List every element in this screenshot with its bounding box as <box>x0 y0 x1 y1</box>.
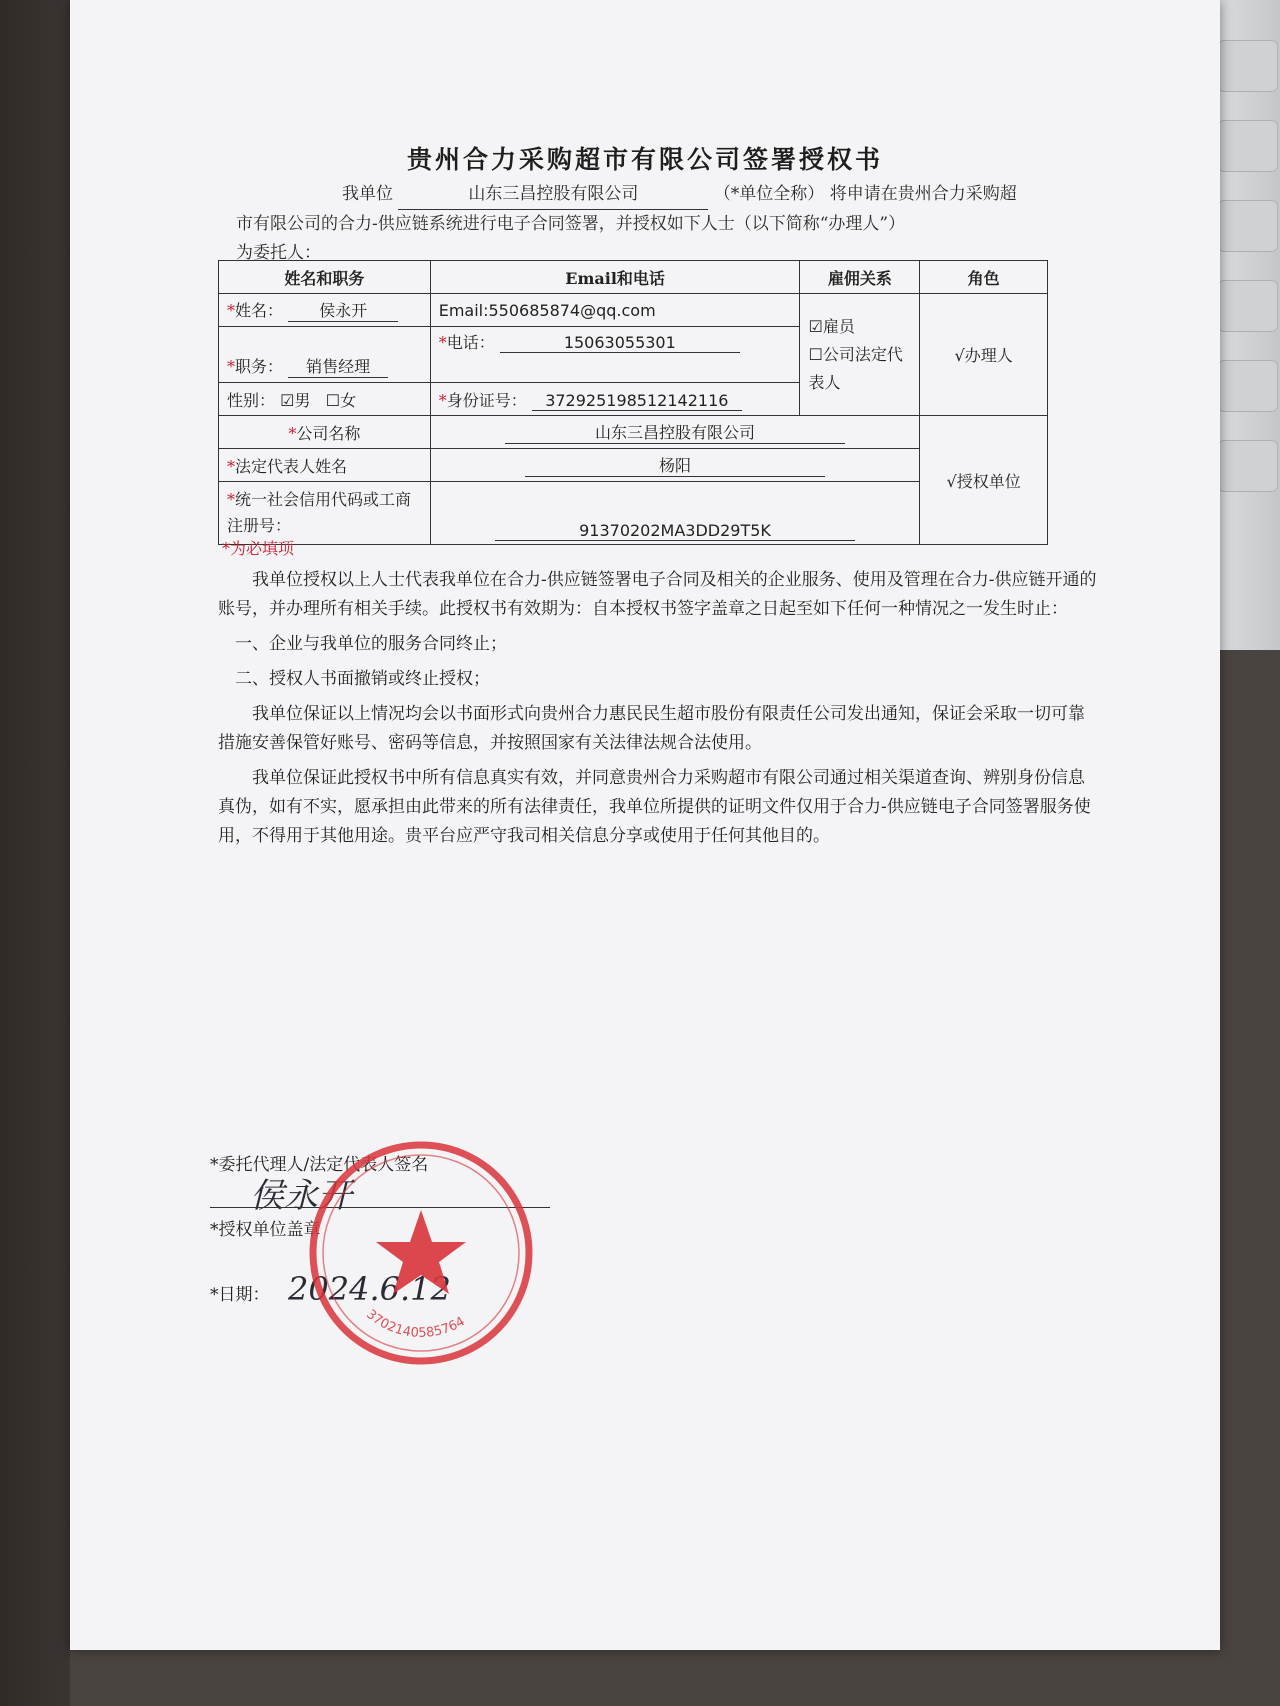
employee-checkbox: ☑ <box>808 316 823 336</box>
position-cell: *职务： 销售经理 <box>219 327 431 383</box>
legal-rep-label: 法定代表人姓名 <box>235 456 348 476</box>
legal-rep-label-cell: *法定代表人姓名 <box>219 449 431 482</box>
paragraph-condition-1: 一、企业与我单位的服务合同终止； <box>235 634 507 654</box>
desk-background <box>0 0 70 1706</box>
header-employment: 雇佣关系 <box>800 261 920 294</box>
signer-label: *委托代理人/法定代表人签名 <box>210 1155 429 1175</box>
role-unit-cell: √授权单位 <box>920 416 1048 545</box>
email-value: 550685874@qq.com <box>488 300 656 320</box>
company-value-cell <box>430 416 920 449</box>
unit-note: （*单位全称） <box>713 184 825 204</box>
role-agent-cell: √办理人 <box>920 294 1048 416</box>
credit-code-label: 统一社会信用代码或工商注册号： <box>227 490 412 535</box>
female-checkbox: ☐ <box>325 390 341 410</box>
company-label: 公司名称 <box>296 423 361 443</box>
phone-value: 15063055301 <box>500 333 740 353</box>
intro-line2: 市有限公司的合力-供应链系统进行电子合同签署，并授权如下人士（以下简称“办理人”） <box>236 214 906 234</box>
male-option: 男 <box>294 390 311 410</box>
company-seal-stamp <box>306 1138 536 1368</box>
name-value: 侯永开 <box>288 298 398 322</box>
company-label-cell: *公司名称 <box>219 416 431 449</box>
name-cell: *姓名： 侯永开 <box>219 294 431 327</box>
phone-label: 电话： <box>446 333 495 352</box>
legal-rep-checkbox: ☐ <box>808 344 823 364</box>
intro-prefix: 我单位 <box>342 184 393 204</box>
paragraph-condition-2: 二、授权人书面撤销或终止授权； <box>235 669 490 689</box>
authorization-table <box>218 260 1048 545</box>
employee-option: 雇员 <box>822 316 855 336</box>
body-paragraphs <box>218 566 1098 857</box>
unit-name-field: 山东三昌控股有限公司 <box>398 180 708 210</box>
female-option: 女 <box>340 390 357 410</box>
signer-handwriting: 侯永开 <box>250 1176 352 1216</box>
paragraph-authorization: 我单位授权以上人士代表我单位在合力-供应链签署电子合同及相关的企业服务、使用及管理在合力-供应链开通的账号，并办理所有相关手续。此授权书有效期为：自本授权书签字盖章之日起至如下任何一种情况之一发生时止： <box>218 570 1097 619</box>
name-label: 姓名： <box>235 301 284 320</box>
header-contact: Email和电话 <box>430 261 800 294</box>
gender-cell <box>219 383 431 416</box>
authorization-document <box>70 0 1220 1650</box>
date-handwriting: 2024.6.12 <box>288 1270 451 1308</box>
credit-code-label-cell: *统一社会信用代码或工商注册号： <box>219 482 431 545</box>
required-note: *为必填项 <box>222 539 295 558</box>
paragraph-truthfulness: 我单位保证此授权书中所有信息真实有效，并同意贵州合力采购超市有限公司通过相关渠道查询、辨别身份信息真伪，如有不实，愿承担由此带来的所有法律责任，我单位所提供的证明文件仅用于合力-供应链电子合同签署服务使用，不得用于其他用途。贵平台应严守我司相关信息分享或使用于任何其他目的。 <box>218 768 1091 846</box>
email-cell <box>430 294 800 327</box>
company-value: 山东三昌控股有限公司 <box>505 420 845 444</box>
employment-cell <box>800 294 920 416</box>
position-label: 职务： <box>235 357 284 376</box>
legal-rep-value-cell <box>430 449 920 482</box>
position-value: 销售经理 <box>288 354 388 378</box>
intro-line3: 为委托人： <box>236 243 321 263</box>
credit-code-value-cell <box>430 482 920 545</box>
date-label: *日期： <box>210 1285 270 1305</box>
id-cell: *身份证号： 372925198512142116 <box>430 383 800 416</box>
header-role: 角色 <box>920 261 1048 294</box>
seal-label: *授权单位盖章 <box>210 1220 321 1240</box>
document-title: 贵州合力采购超市有限公司签署授权书 <box>406 145 883 174</box>
intro-line1-rest: 将申请在贵州合力采购超 <box>829 184 1017 204</box>
email-label: Email: <box>438 300 489 320</box>
male-checkbox: ☑ <box>280 390 295 410</box>
id-value: 372925198512142116 <box>532 391 742 411</box>
intro-paragraph <box>236 180 1106 268</box>
gender-label: 性别： <box>227 390 276 410</box>
credit-code-value: 91370202MA3DD29T5K <box>495 521 855 541</box>
legal-rep-value: 杨阳 <box>525 453 825 477</box>
paragraph-guarantee: 我单位保证以上情况均会以书面形式向贵州合力惠民民生超市股份有限责任公司发出通知，保证会采取一切可靠措施安善保管好账号、密码等信息，并按照国家有关法律法规合法使用。 <box>218 704 1085 753</box>
id-label: 身份证号： <box>446 390 527 410</box>
seal-number: 3702140585764 <box>363 1307 468 1341</box>
header-name-title: 姓名和职务 <box>219 261 431 294</box>
legal-rep-option: 公司法定代表人 <box>808 344 903 392</box>
phone-cell: *电话： 15063055301 <box>430 327 800 383</box>
